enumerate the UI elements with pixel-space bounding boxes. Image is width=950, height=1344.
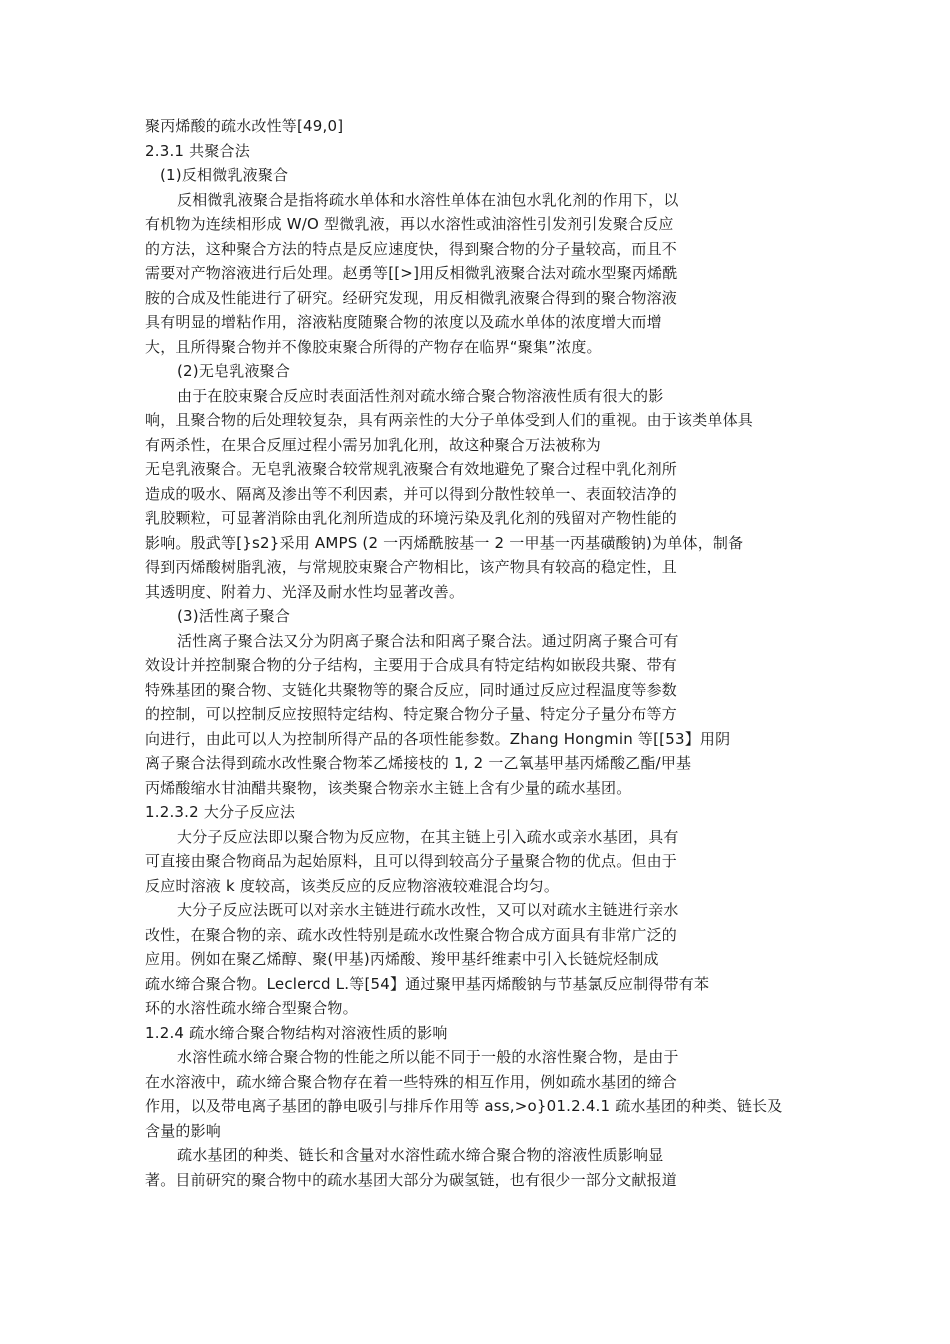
text-line: 大分子反应法即以聚合物为反应物，在其主链上引入疏水或亲水基团，具有	[177, 827, 679, 846]
text-line: 需要对产物溶液进行后处理。赵勇等[[>]用反相微乳液聚合法对疏水型聚丙烯酰	[145, 264, 678, 282]
text-line: 的方法，这种聚合方法的特点是反应速度快，得到聚合物的分子量较高，而且不	[145, 239, 678, 258]
text-line: 水溶性疏水缔合聚合物的性能之所以能不同于一般的水溶性聚合物，是由于	[177, 1048, 679, 1066]
text-line: 由于在胶束聚合反应时表面活性剂对疏水缔合聚合物溶液性质有很大的影	[177, 386, 664, 405]
text-line: 应用。例如在聚乙烯醇、聚(甲基)丙烯酸、羧甲基纤维素中引入长链烷烃制成	[145, 950, 659, 968]
text-line: 无皂乳液聚合。无皂乳液聚合较常规乳液聚合有效地避免了聚合过程中乳化剂所	[145, 460, 678, 478]
text-line: 造成的吸水、隔离及渗出等不利因素，并可以得到分散性较单一、表面较洁净的	[145, 484, 678, 503]
text-line: 反相微乳液聚合是指将疏水单体和水溶性单体在油包水乳化剂的作用下，以	[177, 190, 679, 209]
text-line: 有两杀性，在果合反厘过程小需另加乳化刑，故这种聚合万法被称为	[145, 435, 602, 454]
text-line: 在水溶液中，疏水缔合聚合物存在着一些特殊的相互作用，例如疏水基团的缔合	[145, 1072, 678, 1091]
text-line: 得到丙烯酸树脂乳液，与常规胶束聚合产物相比，该产物具有较高的稳定性，且	[145, 558, 678, 576]
text-line: 丙烯酸缩水甘油醋共聚物，该类聚合物亲水主链上含有少量的疏水基团。	[145, 778, 632, 797]
text-line: 具有明显的增粘作用，溶液粘度随聚合物的浓度以及疏水单体的浓度增大而增	[145, 313, 662, 331]
text-line: 可直接由聚合物商品为起始原料，且可以得到较高分子量聚合物的优点。但由于	[145, 852, 678, 870]
text-line: 环的水溶性疏水缔合型聚合物。	[145, 999, 358, 1017]
text-line: 含量的影响	[145, 1121, 222, 1140]
text-line: 疏水基团的种类、链长和含量对水溶性疏水缔合聚合物的溶液性质影响显	[177, 1146, 664, 1164]
text-line: 大，且所得聚合物并不像胶束聚合所得的产物存在临界“聚集”浓度。	[145, 337, 602, 356]
text-line: 影响。殷武等[}s2}采用 AMPS (2 一丙烯酰胺基一 2 一甲基一丙基磺酸钠)为单体，制备	[145, 533, 744, 552]
text-line: 效设计并控制聚合物的分子结构，主要用于合成具有特定结构如嵌段共聚、带有	[145, 656, 678, 674]
text-line: 作用，以及带电离子基团的静电吸引与排斥作用等 ass,>o}01.2.4.1 疏水基团的种类、链长及	[145, 1097, 783, 1115]
text-line: 其透明度、附着力、光泽及耐水性均显著改善。	[145, 582, 465, 601]
text-line: 乳胶颗粒，可显著消除由乳化剂所造成的环境污染及乳化剂的残留对产物性能的	[145, 509, 678, 527]
text-line: (1)反相微乳液聚合	[160, 166, 289, 184]
text-line: 著。目前研究的聚合物中的疏水基团大部分为碳氢链，也有很少一部分文献报道	[145, 1170, 678, 1189]
text-line: 改性，在聚合物的亲、疏水改性特别是疏水改性聚合物合成方面具有非常广泛的	[145, 925, 678, 944]
document-body	[145, 114, 815, 1192]
text-line: 向进行，由此可以人为控制所得产品的各项性能参数。Zhang Hongmin 等[[53】用阴	[145, 729, 731, 748]
text-line: 1.2.3.2 大分子反应法	[145, 803, 296, 821]
text-line: 1.2.4 疏水缔合聚合物结构对溶液性质的影响	[145, 1023, 448, 1042]
text-line: 响，且聚合物的后处理较复杂，具有两亲性的大分子单体受到人们的重视。由于该类单体具	[145, 411, 754, 429]
text-line: 特殊基团的聚合物、支链化共聚物等的聚合反应，同时通过反应过程温度等参数	[145, 680, 678, 699]
text-line: (3)活性离子聚合	[177, 607, 291, 625]
text-line: 2.3.1 共聚合法	[145, 141, 250, 160]
text-line: 反应时溶液 k 度较高，该类反应的反应物溶液较难混合均匀。	[145, 876, 560, 895]
text-line: 疏水缔合聚合物。Leclercd L.等[54】通过聚甲基丙烯酸钠与节基氯反应制得带有苯	[145, 974, 710, 993]
text-line: 胺的合成及性能进行了研究。经研究发现，用反相微乳液聚合得到的聚合物溶液	[145, 288, 678, 307]
text-line: 大分子反应法既可以对亲水主链进行疏水改性，又可以对疏水主链进行亲水	[177, 901, 679, 919]
text-line: 有机物为连续相形成 W/O 型微乳液，再以水溶性或油溶性引发剂引发聚合反应	[145, 215, 674, 233]
text-line: 聚丙烯酸的疏水改性等[49,0]	[145, 117, 344, 135]
text-line: 活性离子聚合法又分为阴离子聚合法和阳离子聚合法。通过阴离子聚合可有	[177, 631, 679, 650]
text-line: (2)无皂乳液聚合	[177, 362, 291, 380]
text-line: 离子聚合法得到疏水改性聚合物苯乙烯接枝的 1, 2 一乙氧基甲基丙烯酸乙酯/甲基	[145, 754, 692, 772]
text-line: 的控制，可以控制反应按照特定结构、特定聚合物分子量、特定分子量分布等方	[145, 705, 678, 723]
